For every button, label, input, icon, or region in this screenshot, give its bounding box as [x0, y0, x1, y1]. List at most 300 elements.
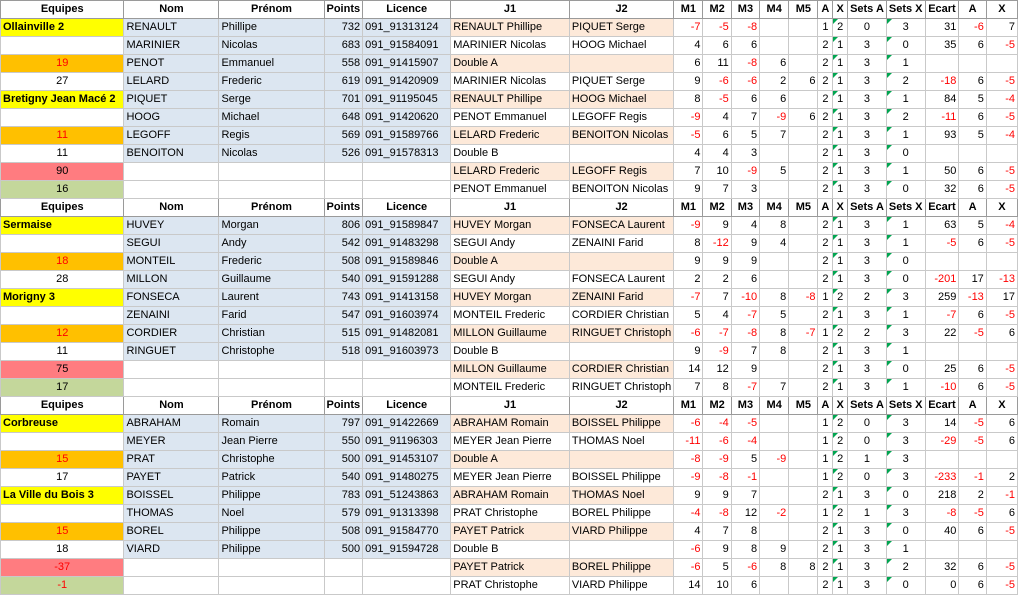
- player-lastname-cell[interactable]: PENOT: [124, 55, 219, 73]
- team-value-cell[interactable]: 27: [1, 73, 124, 91]
- player-points-cell[interactable]: 783: [324, 487, 363, 505]
- set3-cell[interactable]: -5: [731, 415, 759, 433]
- set5-cell[interactable]: [789, 451, 818, 469]
- team-score-cell[interactable]: 18: [1, 253, 124, 271]
- column-header[interactable]: Prénom: [219, 199, 324, 217]
- player-licence-cell[interactable]: 091_91480275: [363, 469, 451, 487]
- sets-x-cell[interactable]: 1: [886, 541, 925, 559]
- points-x-cell[interactable]: -5: [986, 559, 1017, 577]
- sets-x-cell[interactable]: 3: [886, 469, 925, 487]
- player-firstname-cell[interactable]: Philippe: [219, 523, 324, 541]
- sets-a-cell[interactable]: 3: [848, 379, 887, 397]
- points-a-cell[interactable]: -6: [959, 19, 986, 37]
- set1-cell[interactable]: 8: [674, 235, 703, 253]
- team-value-cell[interactable]: [1, 505, 124, 523]
- player-points-cell[interactable]: 500: [324, 451, 363, 469]
- player-points-cell[interactable]: 579: [324, 505, 363, 523]
- points-x-cell[interactable]: -13: [986, 271, 1017, 289]
- set4-cell[interactable]: [760, 271, 789, 289]
- set2-cell[interactable]: 10: [703, 577, 731, 595]
- player-firstname-cell[interactable]: Philippe: [219, 541, 324, 559]
- wins-a-cell[interactable]: 2: [818, 271, 833, 289]
- match-player2-cell[interactable]: [569, 55, 673, 73]
- wins-x-cell[interactable]: 1: [833, 541, 848, 559]
- column-header[interactable]: Points: [324, 397, 363, 415]
- set4-cell[interactable]: [760, 19, 789, 37]
- player-points-cell[interactable]: 515: [324, 325, 363, 343]
- player-firstname-cell[interactable]: Frederic: [219, 73, 324, 91]
- column-header[interactable]: Sets X: [886, 1, 925, 19]
- player-lastname-cell[interactable]: BOREL: [124, 523, 219, 541]
- match-player2-cell[interactable]: RINGUET Christoph: [569, 325, 673, 343]
- wins-x-cell[interactable]: 1: [833, 91, 848, 109]
- column-header[interactable]: M1: [674, 199, 703, 217]
- empty-cell[interactable]: [219, 163, 324, 181]
- match-player2-cell[interactable]: FONSECA Laurent: [569, 217, 673, 235]
- ecart-cell[interactable]: [925, 55, 959, 73]
- set4-cell[interactable]: [760, 469, 789, 487]
- set3-cell[interactable]: 6: [731, 37, 759, 55]
- match-player1-cell[interactable]: MARINIER Nicolas: [451, 73, 570, 91]
- empty-cell[interactable]: [363, 163, 451, 181]
- wins-a-cell[interactable]: 2: [818, 487, 833, 505]
- sets-x-cell[interactable]: 1: [886, 91, 925, 109]
- points-a-cell[interactable]: 6: [959, 109, 986, 127]
- set2-cell[interactable]: 11: [703, 55, 731, 73]
- set1-cell[interactable]: -9: [674, 217, 703, 235]
- empty-cell[interactable]: [324, 379, 363, 397]
- sets-a-cell[interactable]: 3: [848, 145, 887, 163]
- player-firstname-cell[interactable]: Andy: [219, 235, 324, 253]
- match-player1-cell[interactable]: LELARD Frederic: [451, 127, 570, 145]
- match-player1-cell[interactable]: HUVEY Morgan: [451, 217, 570, 235]
- sets-a-cell[interactable]: 3: [848, 577, 887, 595]
- points-a-cell[interactable]: -13: [959, 289, 986, 307]
- wins-x-cell[interactable]: 2: [833, 451, 848, 469]
- wins-x-cell[interactable]: 2: [833, 19, 848, 37]
- set1-cell[interactable]: 7: [674, 163, 703, 181]
- set5-cell[interactable]: 8: [789, 559, 818, 577]
- player-points-cell[interactable]: 569: [324, 127, 363, 145]
- player-points-cell[interactable]: 806: [324, 217, 363, 235]
- set3-cell[interactable]: 9: [731, 253, 759, 271]
- wins-x-cell[interactable]: 1: [833, 181, 848, 199]
- set5-cell[interactable]: [789, 145, 818, 163]
- player-lastname-cell[interactable]: BOISSEL: [124, 487, 219, 505]
- match-player2-cell[interactable]: PIQUET Serge: [569, 19, 673, 37]
- wins-a-cell[interactable]: 1: [818, 451, 833, 469]
- ecart-cell[interactable]: 218: [925, 487, 959, 505]
- set1-cell[interactable]: -11: [674, 433, 703, 451]
- match-player1-cell[interactable]: MILLON Guillaume: [451, 325, 570, 343]
- sets-x-cell[interactable]: 1: [886, 163, 925, 181]
- points-a-cell[interactable]: -5: [959, 433, 986, 451]
- set5-cell[interactable]: [789, 91, 818, 109]
- set4-cell[interactable]: 7: [760, 379, 789, 397]
- column-header[interactable]: M5: [789, 397, 818, 415]
- points-x-cell[interactable]: -5: [986, 235, 1017, 253]
- sets-x-cell[interactable]: 0: [886, 37, 925, 55]
- sets-a-cell[interactable]: 3: [848, 487, 887, 505]
- wins-a-cell[interactable]: 2: [818, 127, 833, 145]
- player-lastname-cell[interactable]: LELARD: [124, 73, 219, 91]
- player-firstname-cell[interactable]: Romain: [219, 415, 324, 433]
- empty-cell[interactable]: [363, 379, 451, 397]
- column-header[interactable]: M2: [703, 1, 731, 19]
- set5-cell[interactable]: [789, 37, 818, 55]
- column-header[interactable]: X: [833, 1, 848, 19]
- team-score-cell[interactable]: 11: [1, 127, 124, 145]
- set1-cell[interactable]: 9: [674, 73, 703, 91]
- player-licence-cell[interactable]: 091_91420909: [363, 73, 451, 91]
- wins-x-cell[interactable]: 1: [833, 253, 848, 271]
- sets-x-cell[interactable]: 0: [886, 361, 925, 379]
- points-x-cell[interactable]: -5: [986, 109, 1017, 127]
- set5-cell[interactable]: 6: [789, 109, 818, 127]
- player-points-cell[interactable]: 683: [324, 37, 363, 55]
- wins-x-cell[interactable]: 1: [833, 37, 848, 55]
- player-firstname-cell[interactable]: Nicolas: [219, 37, 324, 55]
- wins-a-cell[interactable]: 2: [818, 109, 833, 127]
- match-player1-cell[interactable]: Double B: [451, 343, 570, 361]
- points-x-cell[interactable]: [986, 253, 1017, 271]
- match-player1-cell[interactable]: ABRAHAM Romain: [451, 415, 570, 433]
- wins-x-cell[interactable]: 1: [833, 271, 848, 289]
- set2-cell[interactable]: -4: [703, 415, 731, 433]
- player-points-cell[interactable]: 526: [324, 145, 363, 163]
- points-a-cell[interactable]: [959, 343, 986, 361]
- match-player2-cell[interactable]: BOISSEL Philippe: [569, 469, 673, 487]
- points-x-cell[interactable]: -5: [986, 523, 1017, 541]
- set2-cell[interactable]: 7: [703, 181, 731, 199]
- set3-cell[interactable]: 6: [731, 271, 759, 289]
- sets-a-cell[interactable]: 1: [848, 505, 887, 523]
- sets-a-cell[interactable]: 3: [848, 559, 887, 577]
- points-a-cell[interactable]: -5: [959, 325, 986, 343]
- player-lastname-cell[interactable]: MILLON: [124, 271, 219, 289]
- player-licence-cell[interactable]: 091_91603973: [363, 343, 451, 361]
- player-licence-cell[interactable]: 091_91453107: [363, 451, 451, 469]
- match-player1-cell[interactable]: MILLON Guillaume: [451, 361, 570, 379]
- match-player2-cell[interactable]: [569, 343, 673, 361]
- match-player1-cell[interactable]: RENAULT Phillipe: [451, 19, 570, 37]
- ecart-cell[interactable]: 40: [925, 523, 959, 541]
- points-a-cell[interactable]: 6: [959, 577, 986, 595]
- player-licence-cell[interactable]: 091_91589846: [363, 253, 451, 271]
- sets-a-cell[interactable]: 3: [848, 217, 887, 235]
- points-a-cell[interactable]: -1: [959, 469, 986, 487]
- column-header[interactable]: A: [959, 199, 986, 217]
- player-lastname-cell[interactable]: VIARD: [124, 541, 219, 559]
- player-licence-cell[interactable]: 091_91415907: [363, 55, 451, 73]
- set1-cell[interactable]: -8: [674, 451, 703, 469]
- player-licence-cell[interactable]: 091_91420620: [363, 109, 451, 127]
- column-header[interactable]: J2: [569, 1, 673, 19]
- match-player2-cell[interactable]: LEGOFF Regis: [569, 109, 673, 127]
- player-firstname-cell[interactable]: Christian: [219, 325, 324, 343]
- column-header[interactable]: Equipes: [1, 397, 124, 415]
- player-licence-cell[interactable]: 091_91584770: [363, 523, 451, 541]
- match-player2-cell[interactable]: BOISSEL Philippe: [569, 415, 673, 433]
- set3-cell[interactable]: -10: [731, 289, 759, 307]
- set3-cell[interactable]: 7: [731, 343, 759, 361]
- player-firstname-cell[interactable]: Phillipe: [219, 19, 324, 37]
- column-header[interactable]: Licence: [363, 1, 451, 19]
- set1-cell[interactable]: 14: [674, 361, 703, 379]
- wins-x-cell[interactable]: 1: [833, 523, 848, 541]
- column-header[interactable]: J2: [569, 199, 673, 217]
- player-points-cell[interactable]: 540: [324, 271, 363, 289]
- wins-x-cell[interactable]: 1: [833, 73, 848, 91]
- column-header[interactable]: M4: [760, 1, 789, 19]
- points-x-cell[interactable]: -4: [986, 91, 1017, 109]
- empty-cell[interactable]: [124, 361, 219, 379]
- points-x-cell[interactable]: -4: [986, 217, 1017, 235]
- set1-cell[interactable]: 14: [674, 577, 703, 595]
- set4-cell[interactable]: [760, 145, 789, 163]
- sets-x-cell[interactable]: 1: [886, 343, 925, 361]
- column-header[interactable]: Licence: [363, 199, 451, 217]
- set1-cell[interactable]: 9: [674, 487, 703, 505]
- ecart-cell[interactable]: 0: [925, 577, 959, 595]
- player-licence-cell[interactable]: 091_91483298: [363, 235, 451, 253]
- empty-cell[interactable]: [124, 163, 219, 181]
- points-a-cell[interactable]: 5: [959, 217, 986, 235]
- column-header[interactable]: Prénom: [219, 1, 324, 19]
- sets-x-cell[interactable]: 1: [886, 235, 925, 253]
- column-header[interactable]: A: [818, 397, 833, 415]
- sets-x-cell[interactable]: 0: [886, 145, 925, 163]
- sets-x-cell[interactable]: 1: [886, 307, 925, 325]
- ecart-cell[interactable]: [925, 451, 959, 469]
- empty-cell[interactable]: [324, 181, 363, 199]
- points-x-cell[interactable]: -1: [986, 487, 1017, 505]
- match-player1-cell[interactable]: Double B: [451, 145, 570, 163]
- sets-a-cell[interactable]: 2: [848, 289, 887, 307]
- column-header[interactable]: Points: [324, 1, 363, 19]
- set5-cell[interactable]: [789, 181, 818, 199]
- set2-cell[interactable]: 10: [703, 163, 731, 181]
- match-player1-cell[interactable]: PRAT Christophe: [451, 505, 570, 523]
- player-points-cell[interactable]: 743: [324, 289, 363, 307]
- set2-cell[interactable]: -8: [703, 469, 731, 487]
- match-player1-cell[interactable]: PAYET Patrick: [451, 559, 570, 577]
- wins-a-cell[interactable]: 2: [818, 379, 833, 397]
- wins-x-cell[interactable]: 1: [833, 307, 848, 325]
- set4-cell[interactable]: -9: [760, 451, 789, 469]
- points-a-cell[interactable]: 6: [959, 37, 986, 55]
- player-points-cell[interactable]: 558: [324, 55, 363, 73]
- player-points-cell[interactable]: 648: [324, 109, 363, 127]
- wins-x-cell[interactable]: 1: [833, 163, 848, 181]
- player-lastname-cell[interactable]: MONTEIL: [124, 253, 219, 271]
- match-player2-cell[interactable]: BENOITON Nicolas: [569, 181, 673, 199]
- sets-a-cell[interactable]: 0: [848, 19, 887, 37]
- points-x-cell[interactable]: 6: [986, 415, 1017, 433]
- match-player2-cell[interactable]: [569, 145, 673, 163]
- ecart-cell[interactable]: -10: [925, 379, 959, 397]
- column-header[interactable]: X: [986, 199, 1017, 217]
- match-player1-cell[interactable]: PAYET Patrick: [451, 523, 570, 541]
- player-points-cell[interactable]: 508: [324, 253, 363, 271]
- empty-cell[interactable]: [363, 181, 451, 199]
- wins-x-cell[interactable]: 2: [833, 505, 848, 523]
- player-points-cell[interactable]: 619: [324, 73, 363, 91]
- wins-a-cell[interactable]: 1: [818, 289, 833, 307]
- set3-cell[interactable]: 8: [731, 541, 759, 559]
- match-player2-cell[interactable]: BENOITON Nicolas: [569, 127, 673, 145]
- set5-cell[interactable]: [789, 487, 818, 505]
- team-score-cell[interactable]: 15: [1, 523, 124, 541]
- match-player2-cell[interactable]: THOMAS Noel: [569, 487, 673, 505]
- sets-x-cell[interactable]: 2: [886, 73, 925, 91]
- ecart-cell[interactable]: 259: [925, 289, 959, 307]
- column-header[interactable]: A: [959, 1, 986, 19]
- column-header[interactable]: M3: [731, 397, 759, 415]
- ecart-cell[interactable]: 63: [925, 217, 959, 235]
- empty-cell[interactable]: [219, 559, 324, 577]
- column-header[interactable]: Nom: [124, 199, 219, 217]
- column-header[interactable]: M2: [703, 199, 731, 217]
- column-header[interactable]: M4: [760, 397, 789, 415]
- column-header[interactable]: Prénom: [219, 397, 324, 415]
- wins-a-cell[interactable]: 2: [818, 91, 833, 109]
- match-player1-cell[interactable]: ABRAHAM Romain: [451, 487, 570, 505]
- player-points-cell[interactable]: 500: [324, 541, 363, 559]
- wins-x-cell[interactable]: 1: [833, 559, 848, 577]
- player-points-cell[interactable]: 732: [324, 19, 363, 37]
- empty-cell[interactable]: [324, 361, 363, 379]
- points-a-cell[interactable]: 5: [959, 91, 986, 109]
- team-value-cell[interactable]: 18: [1, 541, 124, 559]
- player-lastname-cell[interactable]: PRAT: [124, 451, 219, 469]
- column-header[interactable]: A: [818, 1, 833, 19]
- wins-x-cell[interactable]: 2: [833, 289, 848, 307]
- sets-x-cell[interactable]: 2: [886, 559, 925, 577]
- set2-cell[interactable]: -12: [703, 235, 731, 253]
- sets-a-cell[interactable]: 3: [848, 307, 887, 325]
- player-firstname-cell[interactable]: Jean Pierre: [219, 433, 324, 451]
- sets-x-cell[interactable]: 3: [886, 451, 925, 469]
- match-player2-cell[interactable]: HOOG Michael: [569, 37, 673, 55]
- player-lastname-cell[interactable]: HOOG: [124, 109, 219, 127]
- player-firstname-cell[interactable]: Noel: [219, 505, 324, 523]
- player-points-cell[interactable]: 547: [324, 307, 363, 325]
- player-firstname-cell[interactable]: Regis: [219, 127, 324, 145]
- set5-cell[interactable]: -7: [789, 325, 818, 343]
- wins-x-cell[interactable]: 1: [833, 361, 848, 379]
- set3-cell[interactable]: 9: [731, 361, 759, 379]
- player-lastname-cell[interactable]: PAYET: [124, 469, 219, 487]
- set1-cell[interactable]: -7: [674, 19, 703, 37]
- player-firstname-cell[interactable]: Serge: [219, 91, 324, 109]
- column-header[interactable]: M1: [674, 1, 703, 19]
- points-x-cell[interactable]: -5: [986, 361, 1017, 379]
- sets-x-cell[interactable]: 1: [886, 217, 925, 235]
- match-player1-cell[interactable]: MEYER Jean Pierre: [451, 469, 570, 487]
- set1-cell[interactable]: 7: [674, 379, 703, 397]
- set3-cell[interactable]: -9: [731, 163, 759, 181]
- player-licence-cell[interactable]: 091_91578313: [363, 145, 451, 163]
- wins-x-cell[interactable]: 1: [833, 487, 848, 505]
- column-header[interactable]: Ecart: [925, 397, 959, 415]
- column-header[interactable]: Ecart: [925, 1, 959, 19]
- points-x-cell[interactable]: 6: [986, 505, 1017, 523]
- column-header[interactable]: Nom: [124, 397, 219, 415]
- sets-a-cell[interactable]: 3: [848, 37, 887, 55]
- points-a-cell[interactable]: -5: [959, 505, 986, 523]
- team-score-cell[interactable]: 19: [1, 55, 124, 73]
- set5-cell[interactable]: [789, 271, 818, 289]
- set1-cell[interactable]: -9: [674, 469, 703, 487]
- empty-cell[interactable]: [124, 379, 219, 397]
- wins-a-cell[interactable]: 1: [818, 19, 833, 37]
- ecart-cell[interactable]: -29: [925, 433, 959, 451]
- empty-cell[interactable]: [219, 577, 324, 595]
- sets-x-cell[interactable]: 2: [886, 109, 925, 127]
- set3-cell[interactable]: -1: [731, 469, 759, 487]
- points-x-cell[interactable]: -5: [986, 163, 1017, 181]
- set2-cell[interactable]: -6: [703, 73, 731, 91]
- set4-cell[interactable]: [760, 433, 789, 451]
- set3-cell[interactable]: -4: [731, 433, 759, 451]
- match-player2-cell[interactable]: BOREL Philippe: [569, 505, 673, 523]
- column-header[interactable]: X: [833, 199, 848, 217]
- set3-cell[interactable]: 3: [731, 181, 759, 199]
- set2-cell[interactable]: 4: [703, 307, 731, 325]
- player-points-cell[interactable]: 508: [324, 523, 363, 541]
- points-x-cell[interactable]: [986, 343, 1017, 361]
- sets-a-cell[interactable]: 0: [848, 433, 887, 451]
- wins-a-cell[interactable]: 2: [818, 343, 833, 361]
- set4-cell[interactable]: 8: [760, 325, 789, 343]
- wins-a-cell[interactable]: 2: [818, 523, 833, 541]
- ecart-cell[interactable]: -233: [925, 469, 959, 487]
- wins-a-cell[interactable]: 2: [818, 37, 833, 55]
- set2-cell[interactable]: 7: [703, 289, 731, 307]
- set1-cell[interactable]: -7: [674, 289, 703, 307]
- set3-cell[interactable]: 6: [731, 577, 759, 595]
- set4-cell[interactable]: 8: [760, 559, 789, 577]
- set1-cell[interactable]: 8: [674, 91, 703, 109]
- ecart-cell[interactable]: 14: [925, 415, 959, 433]
- sets-a-cell[interactable]: 0: [848, 415, 887, 433]
- player-points-cell[interactable]: 542: [324, 235, 363, 253]
- points-a-cell[interactable]: 6: [959, 73, 986, 91]
- set5-cell[interactable]: [789, 55, 818, 73]
- wins-a-cell[interactable]: 1: [818, 415, 833, 433]
- set5-cell[interactable]: [789, 523, 818, 541]
- wins-x-cell[interactable]: 1: [833, 109, 848, 127]
- player-lastname-cell[interactable]: FONSECA: [124, 289, 219, 307]
- column-header[interactable]: A: [818, 199, 833, 217]
- match-player2-cell[interactable]: [569, 253, 673, 271]
- balance-cell[interactable]: -1: [1, 577, 124, 595]
- sets-a-cell[interactable]: 0: [848, 469, 887, 487]
- team-value-cell[interactable]: [1, 307, 124, 325]
- column-header[interactable]: Licence: [363, 397, 451, 415]
- set5-cell[interactable]: [789, 361, 818, 379]
- sets-x-cell[interactable]: 1: [886, 127, 925, 145]
- wins-a-cell[interactable]: 2: [818, 145, 833, 163]
- match-player1-cell[interactable]: MEYER Jean Pierre: [451, 433, 570, 451]
- player-licence-cell[interactable]: 091_91589847: [363, 217, 451, 235]
- points-a-cell[interactable]: 2: [959, 487, 986, 505]
- set3-cell[interactable]: -6: [731, 73, 759, 91]
- match-player1-cell[interactable]: Double A: [451, 55, 570, 73]
- column-header[interactable]: Sets A: [848, 199, 887, 217]
- wins-x-cell[interactable]: 2: [833, 469, 848, 487]
